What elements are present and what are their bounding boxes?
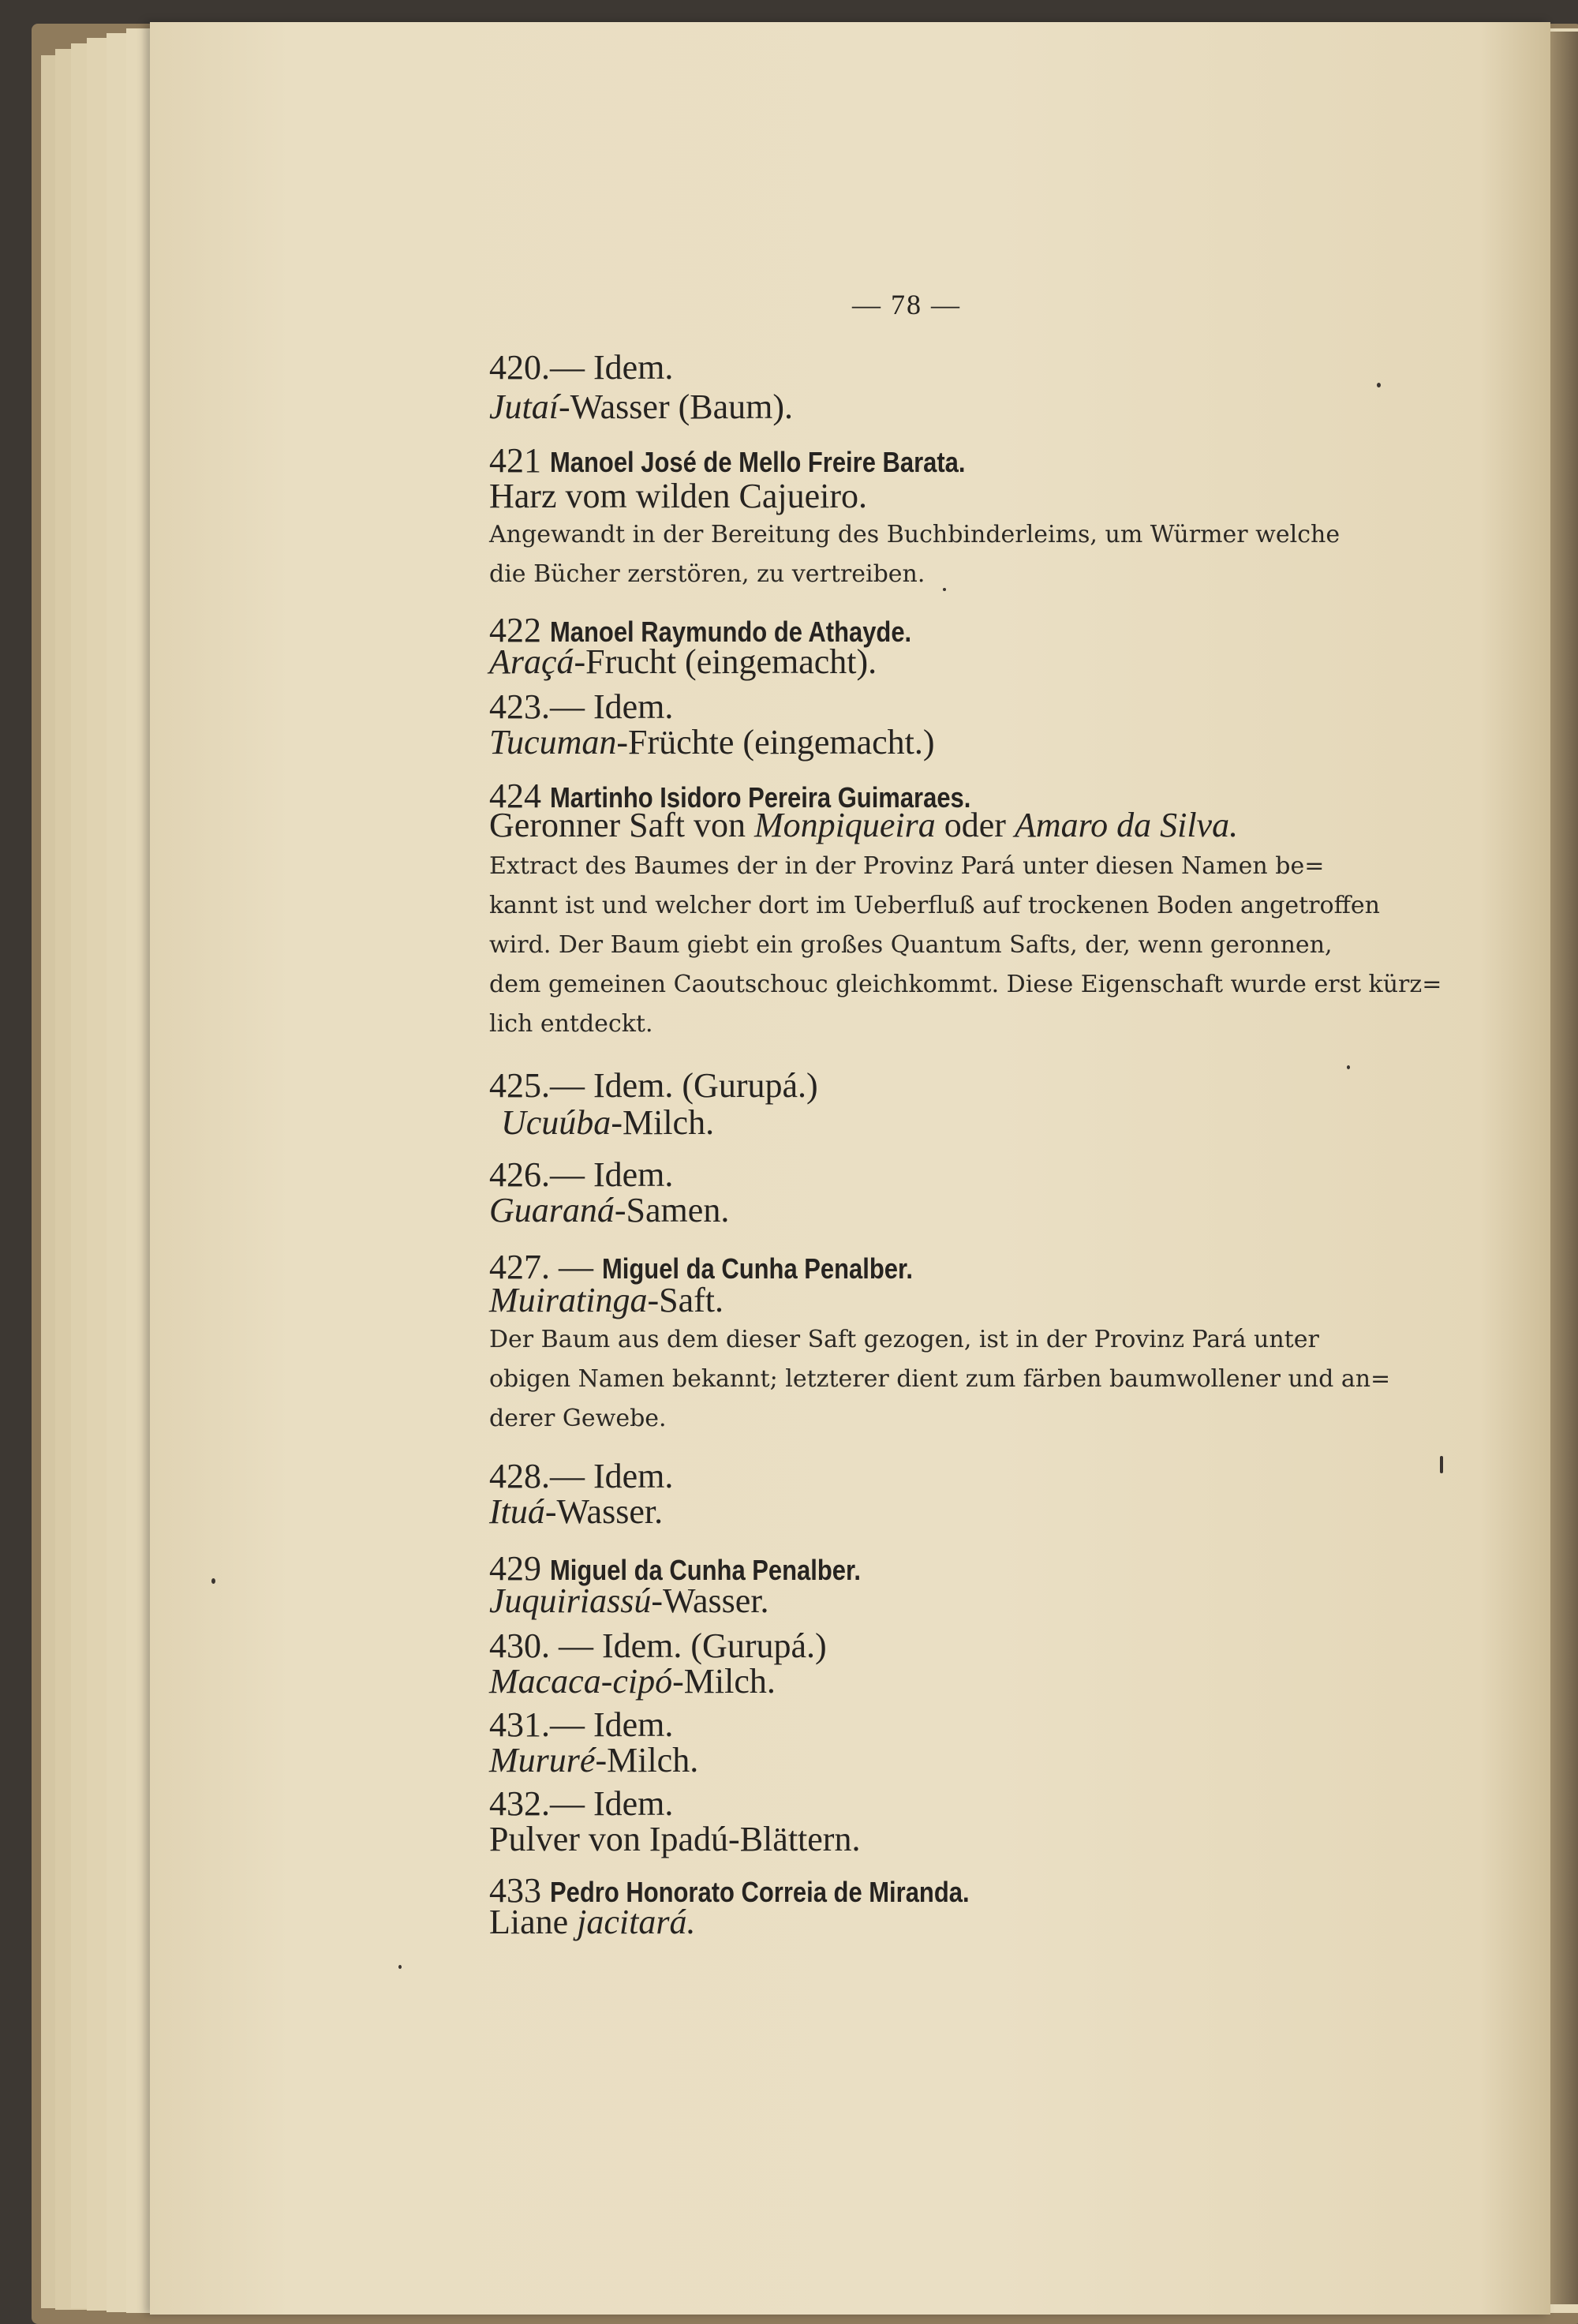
entry-note-line: Extract des Baumes der in der Provinz Pará unter diesen Namen be= xyxy=(489,852,1325,880)
entry-description: Muiratinga-Saft. xyxy=(489,1281,724,1319)
entry-note-line: derer Gewebe. xyxy=(489,1405,667,1432)
entry-description: Pulver von Ipadú-Blättern. xyxy=(489,1820,861,1858)
entry-heading: 428.— Idem. xyxy=(489,1457,674,1495)
entry-heading: 430. — Idem. (Gurupá.) xyxy=(489,1626,827,1665)
entry-heading: 426.— Idem. xyxy=(489,1155,674,1194)
entry-description: Araçá-Frucht (eingemacht). xyxy=(489,642,877,681)
entry-description: Liane jacitará. xyxy=(489,1903,696,1941)
entry-heading: 422 Manoel Raymundo de Athayde. xyxy=(489,611,912,649)
entry-heading: 421 Manoel José de Mello Freire Barata. xyxy=(489,441,966,480)
entry-heading: 427. — Miguel da Cunha Penalber. xyxy=(489,1248,913,1286)
entry-heading: 425.— Idem. (Gurupá.) xyxy=(489,1066,818,1105)
entry-note-line: lich entdeckt. xyxy=(489,1010,653,1038)
entry-heading: 424 Martinho Isidoro Pereira Guimaraes. xyxy=(489,777,971,815)
entry-heading: 433 Pedro Honorato Correia de Miranda. xyxy=(489,1871,970,1910)
entry-heading: 429 Miguel da Cunha Penalber. xyxy=(489,1549,861,1588)
paper-speck xyxy=(1347,1065,1350,1069)
entry-description: Ucuúba-Milch. xyxy=(501,1103,715,1142)
entry-heading: 432.— Idem. xyxy=(489,1784,674,1823)
entry-description: Macaca-cipó-Milch. xyxy=(489,1662,776,1701)
entry-note-line: dem gemeinen Caoutschouc gleichkommt. Diese Eigenschaft wurde erst kürz= xyxy=(489,971,1442,998)
entry-description: Jutaí-Wasser (Baum). xyxy=(489,387,794,426)
entry-description: Tucuman-Früchte (eingemacht.) xyxy=(489,723,935,762)
paper-speck xyxy=(1440,1456,1443,1473)
entry-note-line: Angewandt in der Bereitung des Buchbinderleims, um Würmer welche xyxy=(489,521,1341,548)
page-number: — 78 — xyxy=(852,289,961,320)
entry-description: Harz vom wilden Cajueiro. xyxy=(489,477,867,515)
entry-description: Guaraná-Samen. xyxy=(489,1191,730,1229)
entry-heading: 431.— Idem. xyxy=(489,1705,674,1744)
entry-note-line: Der Baum aus dem dieser Saft gezogen, ist in der Provinz Pará unter xyxy=(489,1326,1319,1353)
paper-speck xyxy=(943,588,946,591)
entry-description: Geronner Saft von Monpiqueira oder Amaro da Silva. xyxy=(489,806,1239,844)
paper-speck xyxy=(1377,383,1381,387)
entry-note-line: kannt ist und welcher dort im Ueberfluß auf trockenen Boden angetroffen xyxy=(489,892,1380,919)
entry-note-line: wird. Der Baum giebt ein großes Quantum Safts, der, wenn geronnen, xyxy=(489,931,1333,959)
entry-note-line: obigen Namen bekannt; letzterer dient zum färben baumwollener und an= xyxy=(489,1365,1391,1393)
entry-note-line: die Bücher zerstören, zu vertreiben. xyxy=(489,560,925,588)
paper-speck xyxy=(398,1965,402,1969)
entry-description: Ituá-Wasser. xyxy=(489,1492,664,1531)
paper-speck xyxy=(211,1578,215,1584)
entry-heading: 423.— Idem. xyxy=(489,687,674,726)
entry-description: Mururé-Milch. xyxy=(489,1741,699,1779)
entry-description: Juquiriassú-Wasser. xyxy=(489,1581,769,1620)
entry-heading: 420.— Idem. xyxy=(489,348,674,387)
